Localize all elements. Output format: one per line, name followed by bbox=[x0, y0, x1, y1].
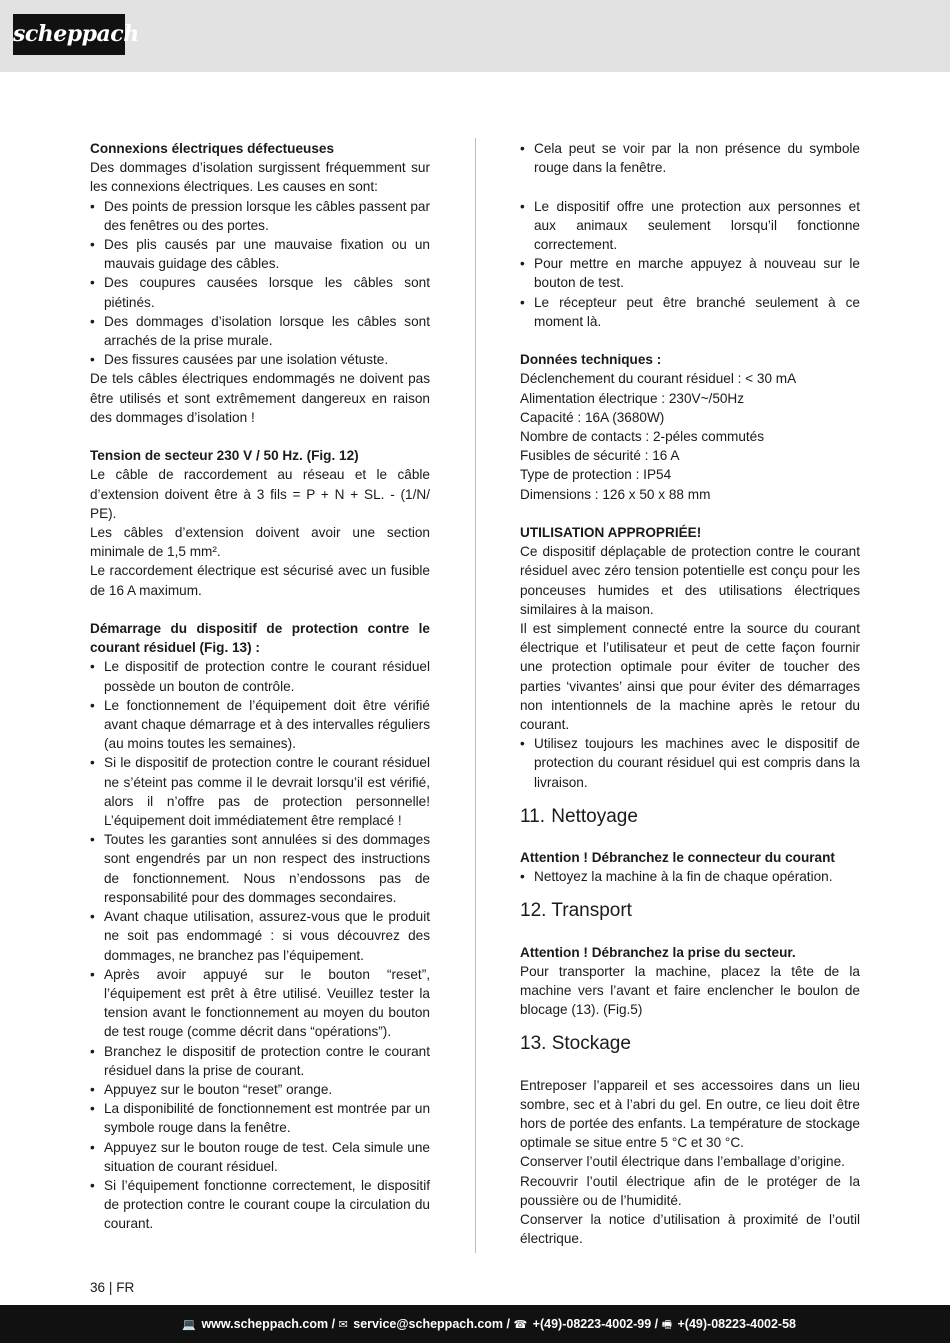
paragraph: Des dommages d’isolation surgissent fréquemment sur les connexions électriques. Les causes en sont: bbox=[90, 160, 430, 195]
list-item: • Si l’équipement fonctionne correctement, le dispositif de protection contre le courant coupe la circulation du courant. bbox=[90, 1176, 430, 1234]
fax-icon: 🖷 bbox=[661, 1319, 673, 1331]
paragraph: Le raccordement électrique est sécurisé avec un fusible de 16 A maximum. bbox=[90, 563, 430, 598]
spec-line: Nombre de contacts : 2-péles commutés bbox=[520, 429, 765, 445]
footer-email[interactable]: service@scheppach.com bbox=[353, 1317, 504, 1331]
list-item: • Appuyez sur le bouton rouge de test. Cela simule une situation de courant résiduel. bbox=[90, 1138, 430, 1176]
spec-line: Capacité : 16A (3680W) bbox=[520, 409, 665, 425]
list-item: • Branchez le dispositif de protection contre le courant résiduel dans la prise de courant. bbox=[90, 1042, 430, 1080]
bullet-list bbox=[520, 197, 860, 331]
bullet-list bbox=[90, 197, 430, 370]
section-title-storage: 13. Stockage bbox=[520, 1033, 631, 1055]
list-item: • La disponibilité de fonctionnement est montrée par un symbole rouge dans la fenêtre. bbox=[90, 1099, 430, 1137]
heading-faulty-connections: Connexions électriques défectueuses bbox=[90, 141, 335, 156]
paragraph: Les câbles d’extension doivent avoir une section minimale de 1,5 mm². bbox=[90, 525, 430, 560]
heading-intended-use: UTILISATION APPROPRIÉE! bbox=[520, 525, 702, 541]
paragraph: Il est simplement connecté entre la source du courant électrique et l’utilisateur et peut de cette façon fournir une protection optimale pour éviter de toucher des parties ‘vivantes’ ainsi que pour éviter des démarrages non intentionnels de la machine après le retour du courant. bbox=[520, 621, 860, 733]
paragraph: Conserver l’outil électrique dans l’emballage d’origine. bbox=[520, 1154, 845, 1170]
paragraph: Entreposer l’appareil et ses accessoires dans un lieu sombre, sec et à l’abri du gel. En outre, ce lieu doit être hors de portée des enfants. La température de stockage optimale se situe entre 5 °C et 30 °C. bbox=[520, 1077, 860, 1151]
scheppach-logo: scheppach bbox=[13, 14, 125, 55]
list-item: • Le dispositif offre une protection aux personnes et aux animaux seulement lorsqu’il fonctionne correctement. bbox=[520, 197, 860, 255]
list-item: • Des coupures causées lorsque les câbles sont piétinés. bbox=[90, 273, 430, 311]
warning-text: Attention ! Débranchez le connecteur du courant bbox=[520, 850, 835, 866]
list-item: • Pour mettre en marche appuyez à nouveau sur le bouton de test. bbox=[520, 254, 860, 292]
column-divider bbox=[475, 138, 476, 1253]
heading-mains-voltage: Tension de secteur 230 V / 50 Hz. (Fig. 12) bbox=[90, 448, 359, 464]
phone-icon: ☎ bbox=[513, 1319, 528, 1331]
footer-fax: +(49)-08223-4002-58 bbox=[677, 1317, 796, 1331]
paragraph: Pour transporter la machine, placez la tête de la machine vers l’avant et faire enclencher le boulon de blocage (13). (Fig.5) bbox=[520, 963, 860, 1018]
list-item: • Le fonctionnement de l’équipement doit être vérifié avant chaque démarrage et à des intervalles réguliers (au moins toutes les semaines). bbox=[90, 696, 430, 754]
list-item: • Après avoir appuyé sur le bouton “reset”, l’équipement est prêt à être utilisé. Veuillez tester la tension avant le fonctionnement au moyen du bouton de test rouge (comme décrit dans “opérations”). bbox=[90, 965, 430, 1042]
bullet-list bbox=[520, 139, 860, 177]
paragraph: Le câble de raccordement au réseau et le câble d’extension doivent être à 3 fils = P + N + SL. - (1/N/ PE). bbox=[90, 467, 430, 521]
spec-line: Dimensions : 126 x 50 x 88 mm bbox=[520, 486, 711, 502]
list-item: • Des points de pression lorsque les câbles passent par des fenêtres ou des portes. bbox=[90, 197, 430, 235]
page-number: 36 | FR bbox=[90, 1280, 135, 1295]
bullet-list bbox=[520, 734, 860, 792]
footer-bar: 💻 www.scheppach.com / ✉ service@scheppach.com / ☎ +(49)-08223-4002-99 / 🖷 +(49)-08223-4002-58 bbox=[0, 1305, 950, 1343]
section-title-transport: 12. Transport bbox=[520, 900, 632, 922]
mail-icon: ✉ bbox=[338, 1319, 348, 1331]
paragraph: Conserver la notice d’utilisation à proximité de l’outil électrique. bbox=[520, 1212, 860, 1247]
spec-line: Fusibles de sécurité : 16 A bbox=[520, 448, 680, 464]
footer-phone: +(49)-08223-4002-99 bbox=[532, 1317, 652, 1331]
list-item: • Le récepteur peut être branché seulement à ce moment là. bbox=[520, 293, 860, 331]
list-item: • Cela peut se voir par la non présence du symbole rouge dans la fenêtre. bbox=[520, 139, 860, 177]
paragraph: Ce dispositif déplaçable de protection contre le courant résiduel avec zéro tension potentielle est conçu pour les ponceuses humides et des utilisations électriques similaires à la maison. bbox=[520, 544, 860, 617]
right-column bbox=[520, 139, 860, 1248]
list-item: • Avant chaque utilisation, assurez-vous que le produit ne soit pas endommagé : si vous découvrez des dommages, ne branchez pas l’équipement. bbox=[90, 907, 430, 965]
heading-technical-data: Données techniques : bbox=[520, 352, 662, 368]
paragraph: De tels câbles électriques endommagés ne doivent pas être utilisés et sont extrêmement dangereux en raison des dommages d’isolation ! bbox=[90, 371, 430, 425]
warning-text: Attention ! Débranchez la prise du secteur. bbox=[520, 944, 796, 960]
list-item: • Nettoyez la machine à la fin de chaque opération. bbox=[520, 867, 860, 886]
footer-website[interactable]: www.scheppach.com bbox=[201, 1317, 329, 1331]
section-title-cleaning: 11. Nettoyage bbox=[520, 805, 638, 827]
computer-icon: 💻 bbox=[182, 1319, 196, 1331]
bullet-list bbox=[90, 657, 430, 1233]
list-item: • Toutes les garanties sont annulées si des dommages sont engendrés par un non respect des instructions de fonctionnement. Nous n’endossons pas de responsabilité pour des dommages secondaires. bbox=[90, 830, 430, 907]
list-item: • Des plis causés par une mauvaise fixation ou un mauvais guidage des câbles. bbox=[90, 235, 430, 273]
list-item: • Appuyez sur le bouton “reset” orange. bbox=[90, 1080, 430, 1099]
list-item: • Des dommages d’isolation lorsque les câbles sont arrachés de la prise murale. bbox=[90, 312, 430, 350]
paragraph: Recouvrir l’outil électrique afin de le protéger de la poussière ou de l’humidité. bbox=[520, 1173, 860, 1208]
header-band bbox=[0, 0, 950, 72]
bullet-list bbox=[520, 867, 860, 886]
list-item: • Des fissures causées par une isolation vétuste. bbox=[90, 350, 430, 369]
list-item: • Le dispositif de protection contre le courant résiduel possède un bouton de contrôle. bbox=[90, 657, 430, 695]
spec-line: Déclenchement du courant résiduel : < 30 mA bbox=[520, 371, 797, 387]
spec-line: Alimentation électrique : 230V~/50Hz bbox=[520, 390, 745, 406]
spec-line: Type de protection : IP54 bbox=[520, 467, 672, 483]
left-column bbox=[90, 139, 430, 1234]
list-item: • Si le dispositif de protection contre le courant résiduel ne s’éteint pas comme il le devrait lorsqu’il est vérifié, alors il n’offre pas de protection personnelle! L’équipement doit immédiatement être remplacé ! bbox=[90, 753, 430, 830]
heading-rcd-start: Démarrage du dispositif de protection contre le courant résiduel (Fig. 13) : bbox=[90, 621, 430, 656]
list-item: • Utilisez toujours les machines avec le dispositif de protection du courant résiduel qui est compris dans la livraison. bbox=[520, 734, 860, 792]
